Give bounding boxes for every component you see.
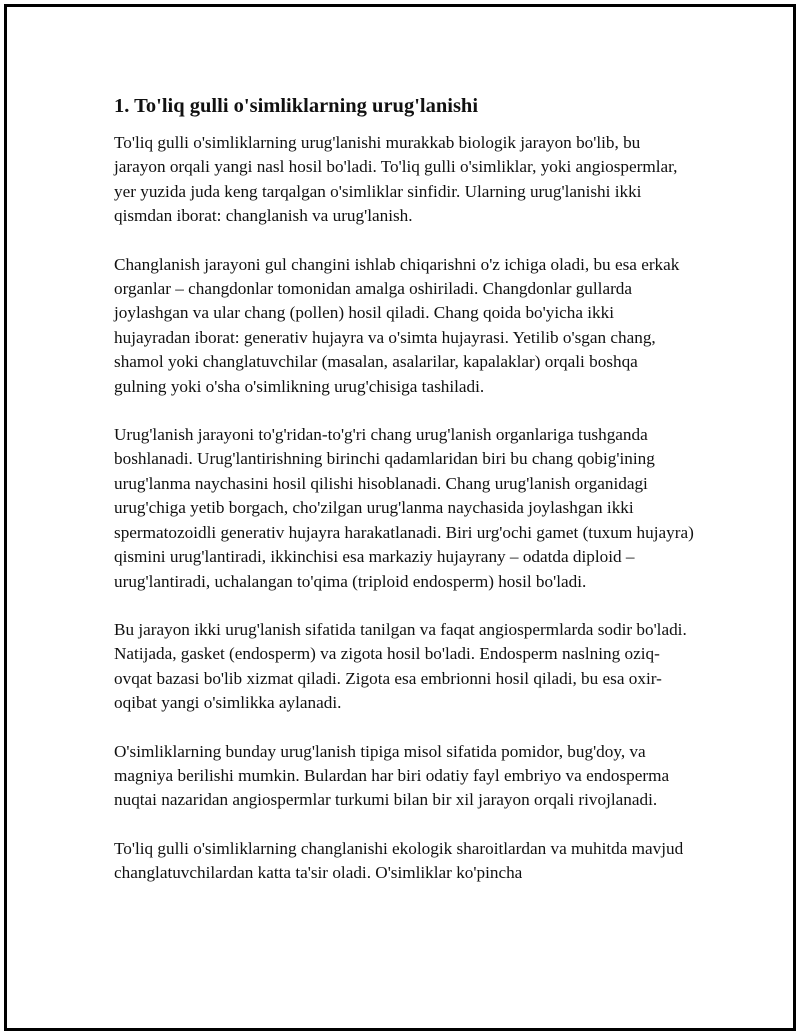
- paragraph-fertilization: Urug'lanish jarayoni to'g'ridan-to'g'ri chang urug'lanish organlariga tushganda boshlanadi. Urug'lantirishning birinchi qadamlaridan biri bu chang qobig'ining urug'lanma naychasini hosil qilishi hisoblanadi. Chang urug'lanish organidagi urug'chiga yetib borgach, cho'zilgan urug'lanma naychasida joylashgan ikki spermatozoidli generativ hujayra harakatlanadi. Biri urg'ochi gamet (tuxum hujayra) qismini urug'lantiradi, ikkinchisi esa markaziy hujayrany – odatda diploid – urug'lantiradi, uchalangan to'qima (triploid endosperm) hosil bo'ladi.: [114, 425, 694, 591]
- paragraph-ecology: To'liq gulli o'simliklarning changlanishi ekologik sharoitlardan va muhitda mavjud changlatuvchilardan katta ta'sir oladi. O'simliklar ko'pincha: [114, 838, 684, 883]
- document-body: [114, 91, 694, 910]
- section-heading: 1. To'liq gulli o'simliklarning urug'lanishi: [114, 95, 479, 117]
- paragraph-double-fertilization: Bu jarayon ikki urug'lanish sifatida tanilgan va faqat angiospermlarda sodir bo'ladi. Natijada, gasket (endosperm) va zigota hosil bo'ladi. Endosperm naslning oziq-ovqat bazasi bo'lib xizmat qiladi. Zigota esa embrionni hosil qiladi, bu esa oxir-oqibat yangi o'simlikka aylanadi.: [114, 619, 687, 713]
- paragraph-pollination: Changlanish jarayoni gul changini ishlab chiqarishni o'z ichiga oladi, bu esa erkak organlar – changdonlar tomonidan amalga oshiriladi. Changdonlar gullarda joylashgan va ular chang (pollen) hosil qiladi. Chang qoida bo'yicha ikki hujayradan iborat: generativ hujayra va o'simta hujayrasi. Yetilib o'sgan chang, shamol yoki changlatuvchilar (masalan, asalarilar, kapalaklar) orqali boshqa gulning yoki o'sha o'simlikning urug'chisiga tashiladi.: [114, 254, 680, 396]
- paragraph-intro: To'liq gulli o'simliklarning urug'lanishi murakkab biologik jarayon bo'lib, bu jarayon orqali yangi nasl hosil bo'ladi. To'liq gulli o'simliklar, yoki angiospermlar, yer yuzida juda keng tarqalgan o'simliklar sinfidir. Ularning urug'lanishi ikki qismdan iborat: changlanish va urug'lanish.: [114, 133, 678, 226]
- paragraph-examples: O'simliklarning bunday urug'lanish tipiga misol sifatida pomidor, bug'doy, va magniya berilishi mumkin. Bulardan har biri odatiy fayl embriyo va endosperma nuqtai nazaridan angiospermlar turkumi bilan bir xil jarayon orqali rivojlanadi.: [114, 741, 670, 810]
